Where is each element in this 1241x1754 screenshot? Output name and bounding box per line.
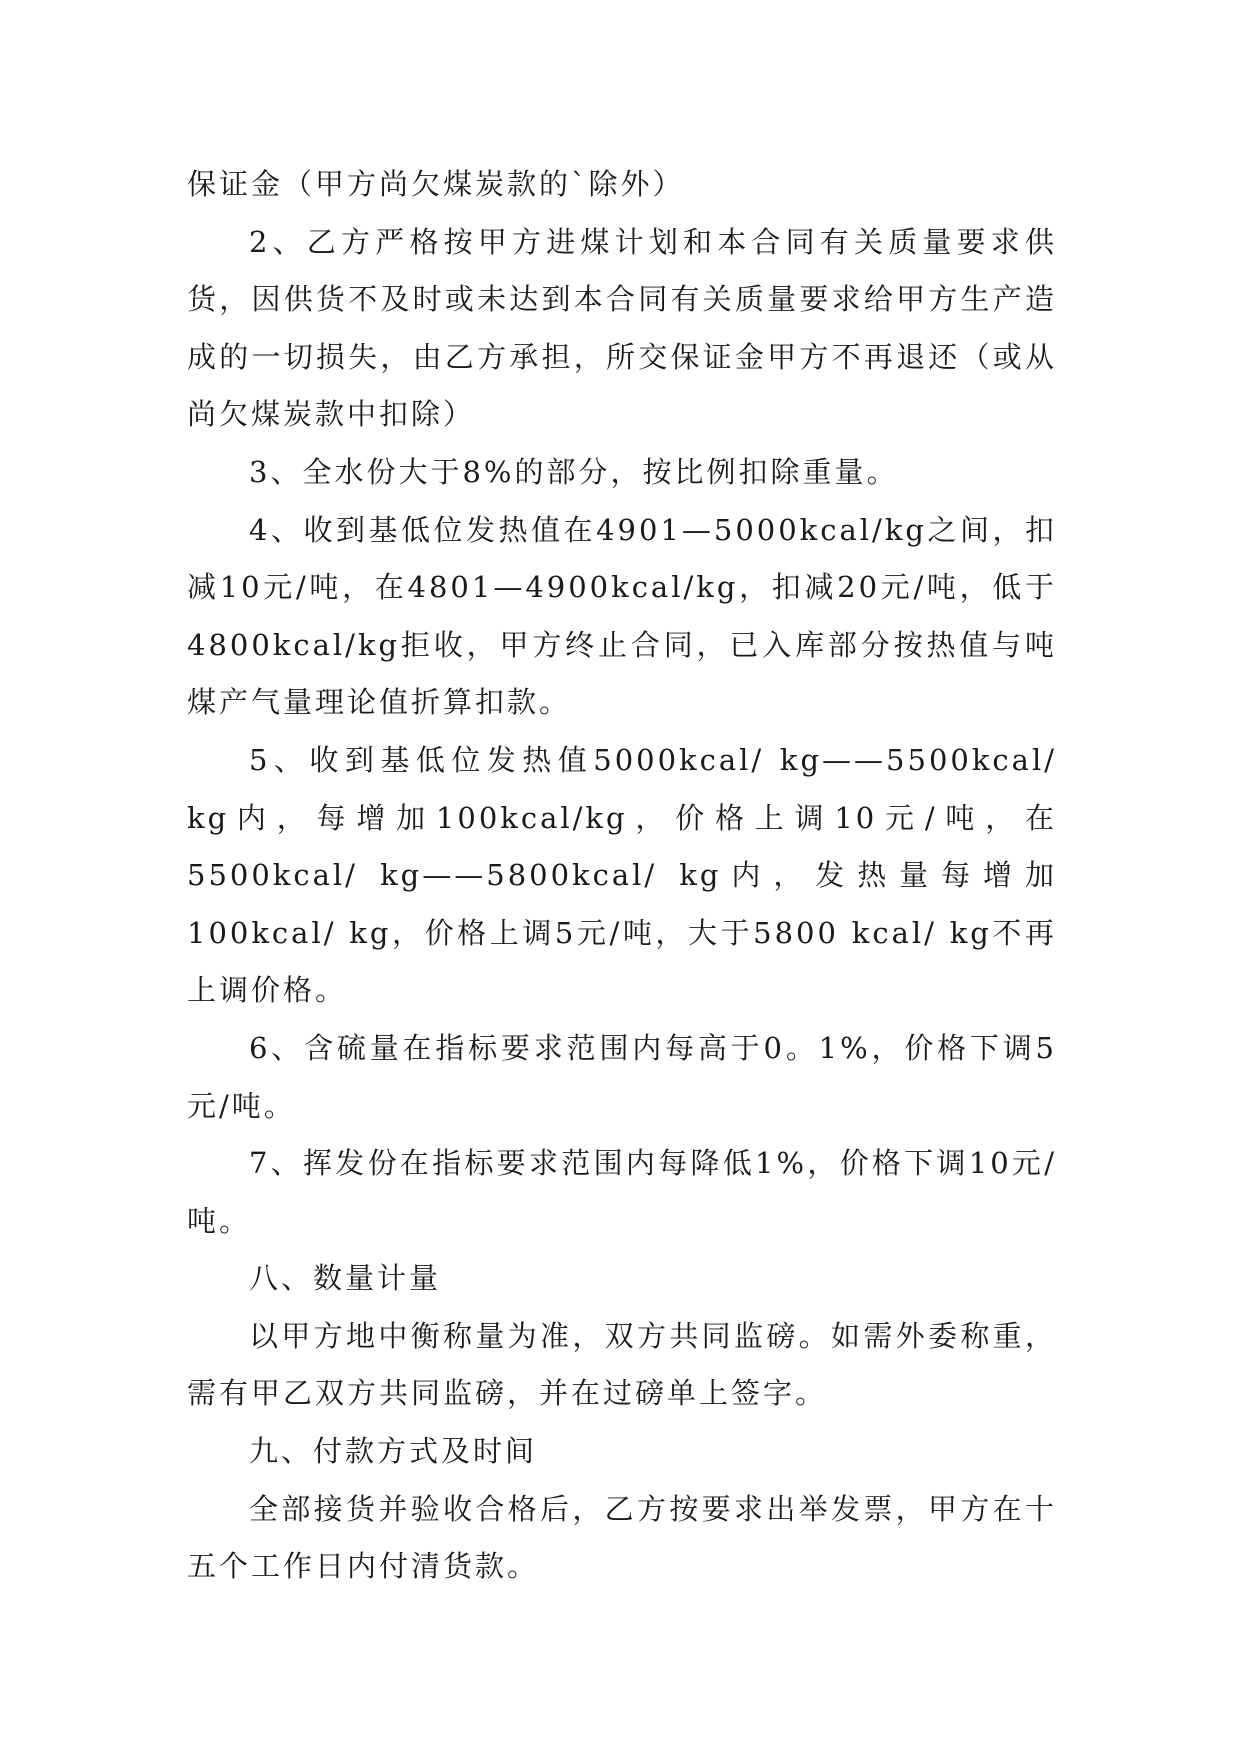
section-heading-quantity: 八、数量计量: [249, 1261, 442, 1296]
paragraph-clause-2: 2、乙方严格按甲方进煤计划和本合同有关质量要求供货，因供货不及时或未达到本合同有关质量要求给甲方生产造成的一切损失，由乙方承担，所交保证金甲方不再退还（或从尚欠煤炭款中扣除）: [187, 224, 1057, 432]
paragraph-clause-5: 5、收到基低位发热值5000kcal/ kg——5500kcal/ kg内，每增加100kcal/kg，价格上调10元/吨，在5500kcal/ kg——5800kcal/ kg内，发热量每增加100kcal/ kg，价格上调5元/吨，大于5800 kcal/ kg不再上调价格。: [187, 742, 1057, 1008]
paragraph-deposit-clause: 保证金（甲方尚欠煤炭款的`除外）: [187, 167, 685, 201]
paragraph-quantity: 以甲方地中衡称量为准，双方共同监磅。如需外委称重，需有甲乙双方共同监磅，并在过磅单上签字。: [187, 1318, 1057, 1411]
paragraph-clause-6: 6、含硫量在指标要求范围内每高于0。1%，价格下调5元/吨。: [187, 1030, 1057, 1123]
paragraph-clause-3: 3、全水份大于8%的部分，按比例扣除重量。: [249, 454, 899, 489]
paragraph-clause-7: 7、挥发份在指标要求范围内每降低1%，价格下调10元/吨。: [187, 1146, 1057, 1238]
paragraph-clause-4: 4、收到基低位发热值在4901—5000kcal/kg之间，扣减10元/吨，在4801—4900kcal/kg，扣减20元/吨，低于4800kcal/kg拒收，甲方终止合同，已入库部分按热值与吨煤产气量理论值折算扣款。: [187, 512, 1057, 720]
document-body: [187, 156, 1057, 1596]
section-heading-payment: 九、付款方式及时间: [249, 1434, 538, 1469]
paragraph-payment: 全部接货并验收合格后，乙方按要求出举发票，甲方在十五个工作日内付清货款。: [187, 1491, 1057, 1584]
